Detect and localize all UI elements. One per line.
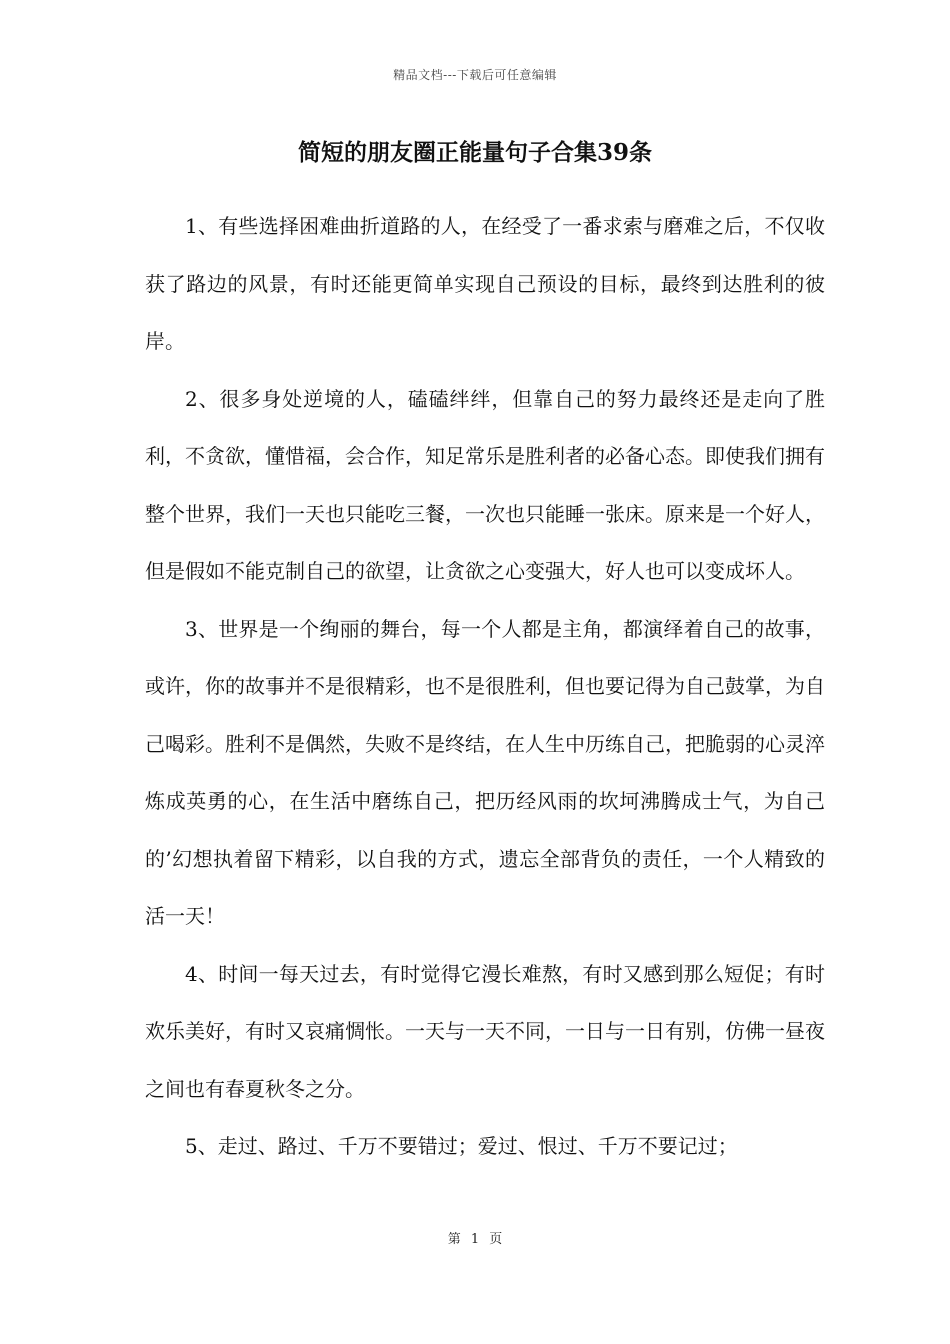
header-note: 精品文档---下载后可任意编辑 <box>393 68 557 82</box>
paragraph-3: 3、世界是一个绚丽的舞台，每一个人都是主角，都演绎着自己的故事，或许，你的故事并不是很精彩，也不是很胜利，但也要记得为自己鼓掌，为自己喝彩。胜利不是偶然，失败不是终结，在人生中历练自己，把脆弱的心灵淬炼成英勇的心，在生活中磨练自己，把历经风雨的坎坷沸腾成士气，为自己的’幻想执着留下精彩，以自我的方式，遗忘全部背负的责任，一个人精致的活一天！ <box>145 616 825 928</box>
footer-suffix: 页 <box>489 1232 503 1247</box>
document-body <box>145 198 825 1176</box>
paragraph-2: 2、很多身处逆境的人，磕磕绊绊，但靠自己的努力最终还是走向了胜利，不贪欲，懂惜福，会合作，知足常乐是胜利者的必备心态。即使我们拥有整个世界，我们一天也只能吃三餐，一次也只能睡一张床。原来是一个好人，但是假如不能克制自己的欲望，让贪欲之心变强大，好人也可以变成坏人。 <box>145 386 825 583</box>
page-number: 1 <box>470 1232 480 1247</box>
page-footer <box>0 1228 950 1247</box>
paragraph-1: 1、有些选择困难曲折道路的人，在经受了一番求索与磨难之后，不仅收获了路边的风景，有时还能更简单实现自己预设的目标，最终到达胜利的彼岸。 <box>145 214 825 353</box>
document-title: 简短的朋友圈正能量句子合集39条 <box>297 139 652 166</box>
paragraph-4: 4、时间一每天过去，有时觉得它漫长难熬，有时又感到那么短促；有时欢乐美好，有时又哀痛惆怅。一天与一天不同，一日与一日有别，仿佛一昼夜之间也有春夏秋冬之分。 <box>145 961 825 1101</box>
footer-prefix: 第 <box>447 1232 461 1247</box>
paragraph-5: 5、走过、路过、千万不要错过；爱过、恨过、千万不要记过； <box>185 1134 738 1158</box>
